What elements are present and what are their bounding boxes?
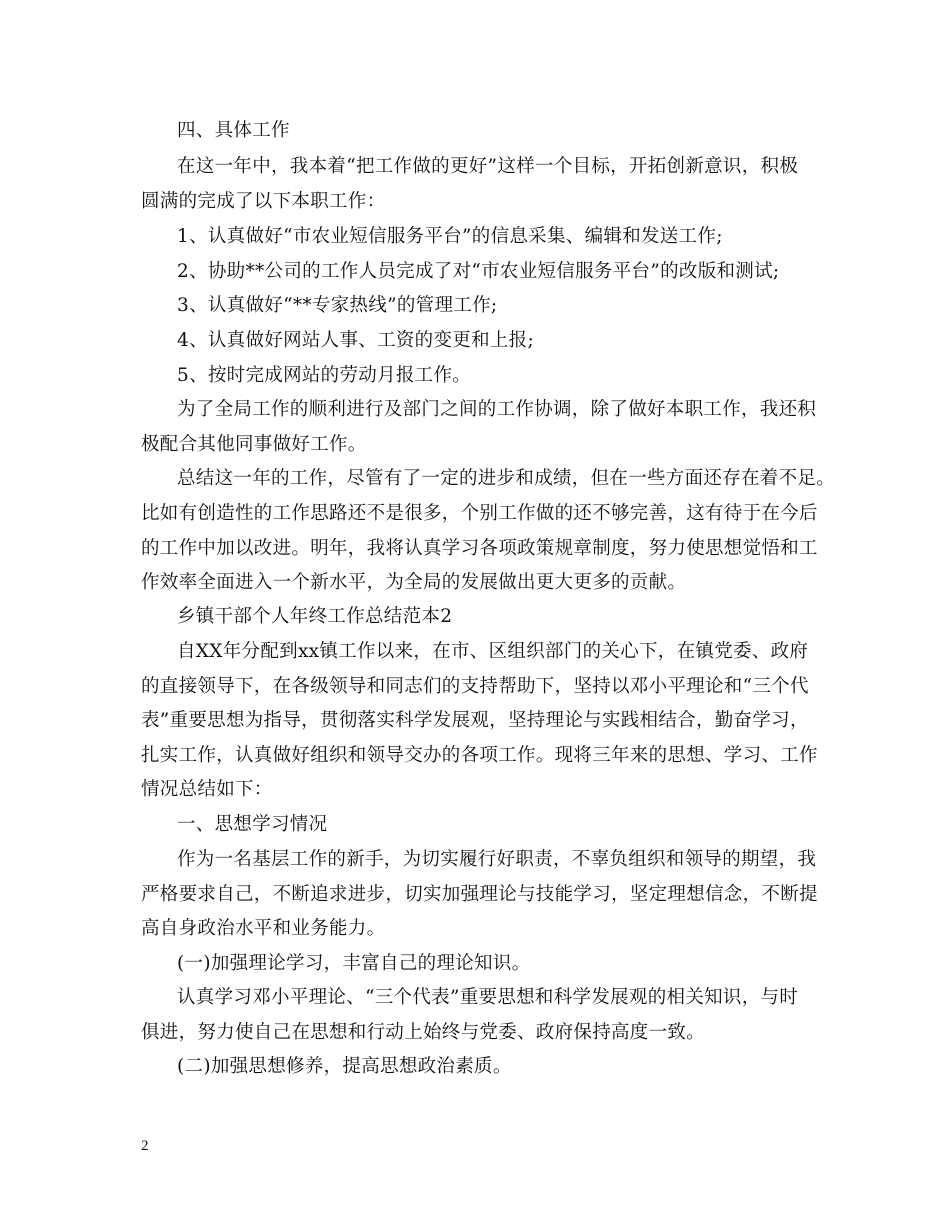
section-heading: 一、思想学习情况 (177, 814, 328, 835)
list-item: 4、认真做好网站人事、工资的变更和上报; (177, 330, 535, 351)
paragraph-line: 认真学习邓小平理论、“三个代表”重要思想和科学发展观的相关知识，与时 (177, 987, 799, 1008)
subsection-heading: (一)加强理论学习，丰富自己的理论知识。 (177, 953, 531, 974)
paragraph-line: 在这一年中，我本着“把工作做的更好”这样一个目标，开拓创新意识，积极 (177, 156, 799, 177)
paragraph-line: 为了全局工作的顺利进行及部门之间的工作协调，除了做好本职工作，我还积 (177, 399, 817, 420)
paragraph-line: 扎实工作，认真做好组织和领导交办的各项工作。现将三年来的思想、学习、工作 (141, 745, 818, 766)
paragraph-line: 极配合其他同事做好工作。 (141, 434, 367, 455)
page-number: 2 (141, 1138, 149, 1154)
paragraph-line: 总结这一年的工作，尽管有了一定的进步和成绩，但在一些方面还存在着不足。 (177, 468, 836, 489)
paragraph-line: 圆满的完成了以下本职工作： (141, 191, 386, 212)
paragraph-line: 严格要求自己，不断追求进步，切实加强理论与技能学习，坚定理想信念，不断提 (141, 884, 818, 905)
list-item: 1、认真做好“市农业短信服务平台”的信息采集、编辑和发送工作; (177, 226, 723, 247)
paragraph-line: 的工作中加以改进。明年，我将认真学习各项政策规章制度，努力使思想觉悟和工 (141, 538, 818, 559)
list-item: 5、按时完成网站的劳动月报工作。 (177, 365, 472, 386)
paragraph-line: 表”重要思想为指导，贯彻落实科学发展观，坚持理论与实践相结合，勤奋学习， (141, 710, 809, 731)
paragraph-line: 俱进，努力使自己在思想和行动上始终与党委、政府保持高度一致。 (141, 1022, 706, 1043)
paragraph-line: 自XX年分配到xx镇工作以来，在市、区组织部门的关心下，在镇党委、政府 (177, 641, 809, 662)
paragraph-line: 比如有创造性的工作思路还不是很多，个别工作做的还不够完善，这有待于在今后 (141, 503, 818, 524)
paragraph-line: 的直接领导下，在各级领导和同志们的支持帮助下，坚持以邓小平理论和“三个代 (141, 676, 809, 697)
section-heading: 四、具体工作 (177, 120, 290, 141)
subsection-heading: (二)加强思想修养，提高思想政治素质。 (177, 1056, 512, 1077)
subtitle: 乡镇干部个人年终工作总结范本2 (177, 606, 453, 627)
paragraph-line: 高自身政治水平和业务能力。 (141, 918, 386, 939)
paragraph-line: 作效率全面进入一个新水平，为全局的发展做出更大更多的贡献。 (141, 572, 687, 593)
list-item: 2、协助**公司的工作人员完成了对“市农业短信服务平台”的改版和测试; (177, 261, 780, 282)
list-item: 3、认真做好“**专家热线”的管理工作; (177, 295, 498, 316)
paragraph-line: 作为一名基层工作的新手，为切实履行好职责，不辜负组织和领导的期望，我 (177, 849, 817, 870)
paragraph-line: 情况总结如下： (141, 779, 273, 800)
